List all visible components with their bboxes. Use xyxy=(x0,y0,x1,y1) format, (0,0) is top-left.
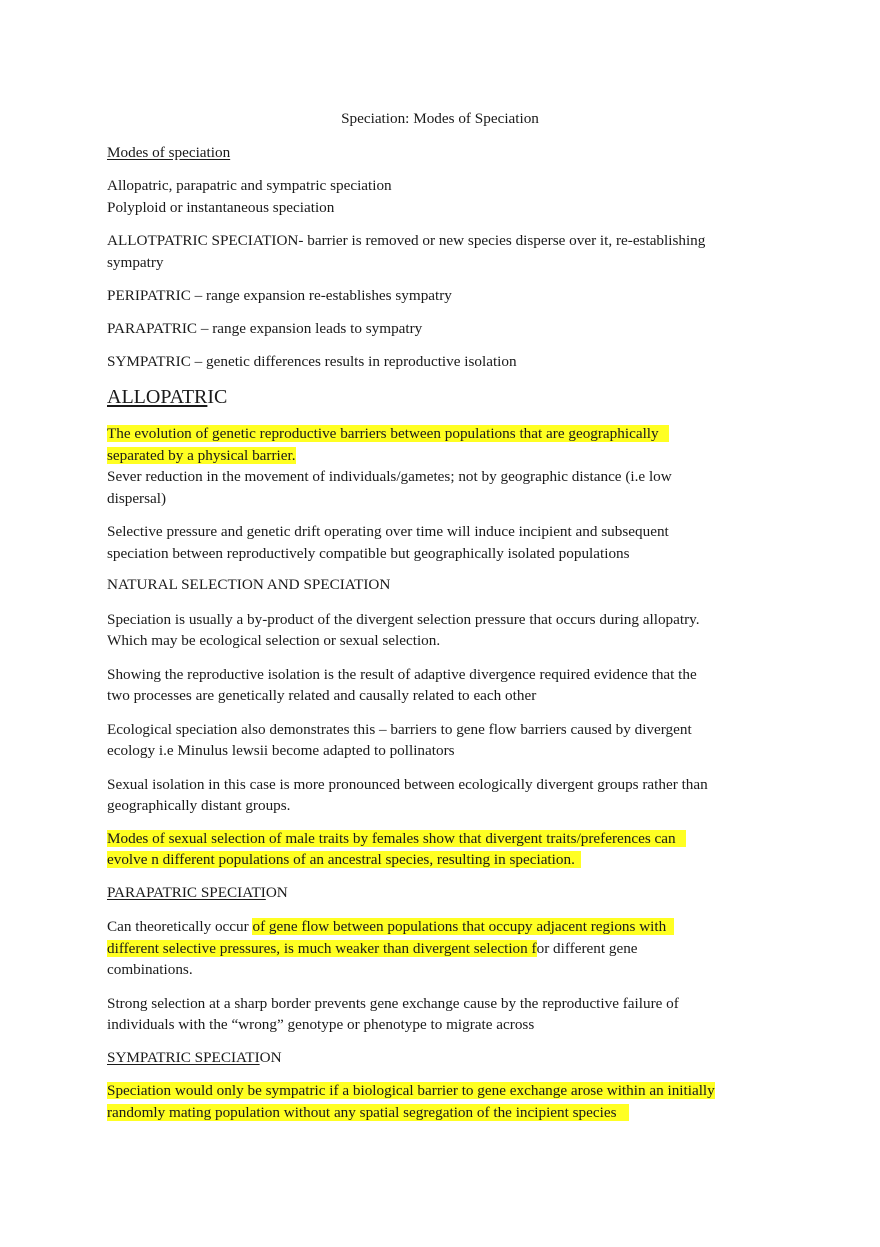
allotpatric-line: ALLOTPATRIC SPECIATION- barrier is removed or new species disperse over it, re-establishing xyxy=(107,232,706,249)
highlight: evolve n different populations of an ancestral species, resulting in speciation. xyxy=(107,851,581,868)
highlight: Modes of sexual selection of male traits by females show that divergent traits/preferences can xyxy=(107,830,686,847)
sympatric-heading-underlined: SYMPATRIC SPECIATI xyxy=(107,1049,260,1066)
strong-selection-line: Strong selection at a sharp border prevents gene exchange cause by the reproductive failure of xyxy=(107,995,679,1012)
sever-line: Sever reduction in the movement of individuals/gametes; not by geographic distance (i.e low xyxy=(107,468,672,485)
highlight: separated by a physical barrier. xyxy=(107,447,296,464)
parapatric-heading-rest: ON xyxy=(265,884,288,901)
showing-line: two processes are genetically related and causally related to each other xyxy=(107,687,537,704)
showing-line: Showing the reproductive isolation is the result of adaptive divergence required evidence that the xyxy=(107,666,697,683)
allopatric-heading xyxy=(107,384,227,410)
sympatric-line: SYMPATRIC – genetic differences results in reproductive isolation xyxy=(107,353,517,370)
selective-line: speciation between reproductively compatible but geographically isolated populations xyxy=(107,545,630,562)
allotpatric-line: sympatry xyxy=(107,254,164,271)
byproduct-line: Which may be ecological selection or sexual selection. xyxy=(107,632,441,649)
peripatric-line: PERIPATRIC – range expansion re-establishes sympatry xyxy=(107,287,452,304)
modes-heading: Modes of speciation xyxy=(107,144,231,161)
parapatric-speciation-heading xyxy=(107,882,288,903)
ecological-line: ecology i.e Minulus lewsii become adapted to pollinators xyxy=(107,742,455,759)
highlighted-line xyxy=(107,828,686,849)
plain-text: or different gene xyxy=(536,940,638,957)
sympatric-speciation-heading xyxy=(107,1047,282,1068)
highlight: of gene flow between populations that occupy adjacent regions with xyxy=(252,918,674,935)
can-occur-line: combinations. xyxy=(107,961,193,978)
highlight: different selective pressures, is much weaker than divergent selection f xyxy=(107,940,537,957)
page-title: Speciation: Modes of Speciation xyxy=(341,110,539,127)
allopatric-heading-rest: IC xyxy=(207,386,228,408)
sexual-isolation-line: Sexual isolation in this case is more pronounced between ecologically divergent groups rather than xyxy=(107,776,708,793)
ecological-line: Ecological speciation also demonstrates this – barriers to gene flow barriers caused by divergent xyxy=(107,721,692,738)
allopatric-heading-underlined: ALLOPATR xyxy=(107,386,208,408)
highlighted-line xyxy=(107,849,581,870)
plain-text: Can theoretically occur xyxy=(107,918,253,935)
highlight: randomly mating population without any spatial segregation of the incipient species xyxy=(107,1104,629,1121)
selective-line: Selective pressure and genetic drift operating over time will induce incipient and subsequent xyxy=(107,523,669,540)
modes-list-item: Allopatric, parapatric and sympatric speciation xyxy=(107,177,392,194)
can-occur-line xyxy=(107,938,638,959)
parapatric-heading-underlined: PARAPATRIC SPECIATI xyxy=(107,884,266,901)
highlight: The evolution of genetic reproductive barriers between populations that are geographically xyxy=(107,425,669,442)
sever-line: dispersal) xyxy=(107,490,167,507)
highlighted-line xyxy=(107,423,669,444)
can-occur-line xyxy=(107,916,674,937)
sexual-isolation-line: geographically distant groups. xyxy=(107,797,291,814)
highlighted-line xyxy=(107,1102,629,1123)
parapatric-line: PARAPATRIC – range expansion leads to sympatry xyxy=(107,320,423,337)
sympatric-heading-rest: ON xyxy=(259,1049,282,1066)
highlighted-line xyxy=(107,1080,715,1101)
byproduct-line: Speciation is usually a by-product of the divergent selection pressure that occurs during allopatry. xyxy=(107,611,700,628)
natural-selection-heading: NATURAL SELECTION AND SPECIATION xyxy=(107,576,391,593)
highlighted-line xyxy=(107,445,296,466)
highlight: Speciation would only be sympatric if a biological barrier to gene exchange arose within an initially xyxy=(107,1082,715,1099)
modes-list-item: Polyploid or instantaneous speciation xyxy=(107,199,335,216)
strong-selection-line: individuals with the “wrong” genotype or phenotype to migrate across xyxy=(107,1016,535,1033)
